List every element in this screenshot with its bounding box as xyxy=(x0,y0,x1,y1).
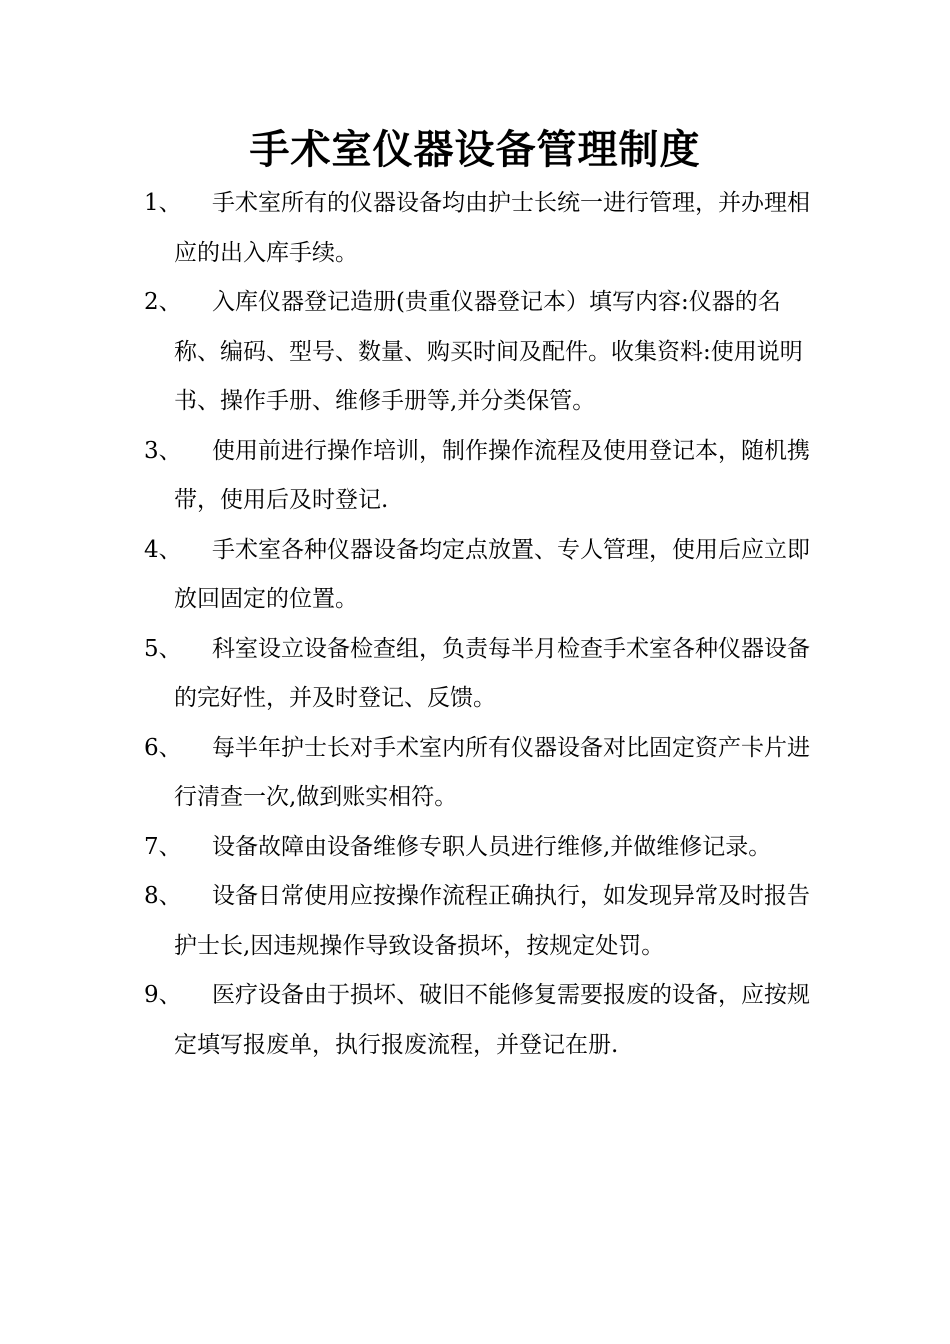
item-number: 1、 xyxy=(144,190,182,216)
list-item xyxy=(144,971,824,1070)
list-item xyxy=(144,526,824,625)
item-number: 4、 xyxy=(144,536,182,563)
item-text: 每半年护士长对手术室内所有仪器设备对比固定资产卡片进行清查一次,做到账实相符。 xyxy=(174,734,810,810)
item-text: 设备日常使用应按操作流程正确执行，如发现异常及时报告护士长,因违规操作导致设备损坏，按规定处罚。 xyxy=(174,883,810,959)
item-number: 9、 xyxy=(144,982,182,1008)
item-number: 3、 xyxy=(144,437,182,464)
list-item xyxy=(144,872,824,971)
item-text: 设备故障由设备维修专职人员进行维修,并做维修记录。 xyxy=(212,833,772,860)
list-item xyxy=(144,625,824,724)
item-number: 5、 xyxy=(144,635,182,662)
list-item xyxy=(144,823,824,873)
document-title: 手术室仪器设备管理制度 xyxy=(249,126,701,173)
item-text: 入库仪器登记造册(贵重仪器登记本）填写内容:仪器的名称、编码、型号、数量、购买时间及配件。收集资料:使用说明书、操作手册、维修手册等,并分类保管。 xyxy=(174,289,803,414)
item-text: 手术室所有的仪器设备均由护士长统一进行管理，并办理相应的出入库手续。 xyxy=(174,190,810,266)
list-item xyxy=(144,427,824,526)
regulation-list xyxy=(144,179,824,1070)
list-item xyxy=(144,179,824,278)
list-item xyxy=(144,278,824,427)
item-text: 使用前进行操作培训，制作操作流程及使用登记本，随机携带，使用后及时登记. xyxy=(174,437,810,513)
item-number: 2、 xyxy=(144,289,182,315)
item-text: 手术室各种仪器设备均定点放置、专人管理，使用后应立即放回固定的位置。 xyxy=(174,536,810,612)
item-number: 8、 xyxy=(144,883,182,909)
item-text: 医疗设备由于损坏、破旧不能修复需要报废的设备，应按规定填写报废单，执行报废流程，并登记在册. xyxy=(174,982,810,1058)
list-item xyxy=(144,724,824,823)
item-number: 7、 xyxy=(144,833,182,860)
item-number: 6、 xyxy=(144,734,182,761)
item-text: 科室设立设备检查组，负责每半月检查手术室各种仪器设备的完好性，并及时登记、反馈。 xyxy=(174,635,810,711)
